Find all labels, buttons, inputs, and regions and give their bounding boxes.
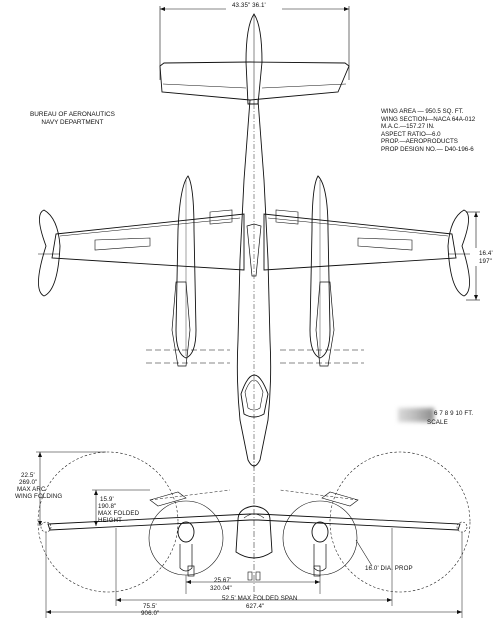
- span-in-label: 906.0": [141, 610, 160, 617]
- track-in-label: 320.04": [210, 585, 232, 592]
- folded-ft-label: 15.9': [100, 496, 114, 503]
- tip-height-in-label: 197": [479, 258, 492, 265]
- folded-label-1: MAX FOLDED: [98, 510, 140, 517]
- bureau-line-1: BUREAU OF AERONAUTICS: [30, 111, 115, 118]
- bureau-label: [30, 111, 115, 127]
- plan-view: [38, 6, 480, 468]
- folded-span-text: MAX FOLDED SPAN: [237, 595, 298, 602]
- spec-block: [381, 108, 475, 154]
- spec-wing-section: WING SECTION—NACA 64A-012: [381, 115, 476, 123]
- span-ft-label: 75.5': [143, 603, 157, 610]
- arc-ft-label: 22.5': [21, 472, 35, 479]
- arc-label-1: MAX ARC: [17, 486, 46, 493]
- prop-diameter-label: 16.0' DIA. PROP: [365, 565, 413, 572]
- spec-aspect-ratio: ASPECT RATIO—6.0: [381, 130, 441, 138]
- folded-label-2: HEIGHT: [98, 517, 122, 524]
- scale-numbers: 6 7 8 9 10 FT.: [434, 410, 474, 417]
- arc-label-2: WING FOLDING: [15, 493, 63, 500]
- tip-height-ft-label: 16.4': [479, 250, 493, 257]
- folded-span-label: [222, 595, 297, 602]
- scale-label: SCALE: [427, 419, 448, 426]
- arc-in-label: 269.0": [19, 479, 38, 486]
- folded-in-label: 190.8": [98, 503, 117, 510]
- tail-span-label: 43.35" 36.1': [232, 2, 266, 9]
- folded-span-in-label: 627.4": [246, 603, 265, 610]
- spec-prop-design: PROP DESIGN NO.— D40-196-6: [381, 145, 474, 153]
- spec-prop: PROP.—AEROPRODUCTS: [381, 138, 458, 146]
- track-ft-label: 25.67': [214, 577, 232, 584]
- bureau-line-2: NAVY DEPARTMENT: [41, 119, 104, 126]
- folded-span-ft: 52.5': [222, 595, 236, 602]
- spec-wing-area: WING AREA — 950.5 SQ. FT.: [381, 108, 464, 115]
- spec-mac: M.A.C.—157.27 IN.: [381, 123, 435, 131]
- front-view: [36, 452, 470, 618]
